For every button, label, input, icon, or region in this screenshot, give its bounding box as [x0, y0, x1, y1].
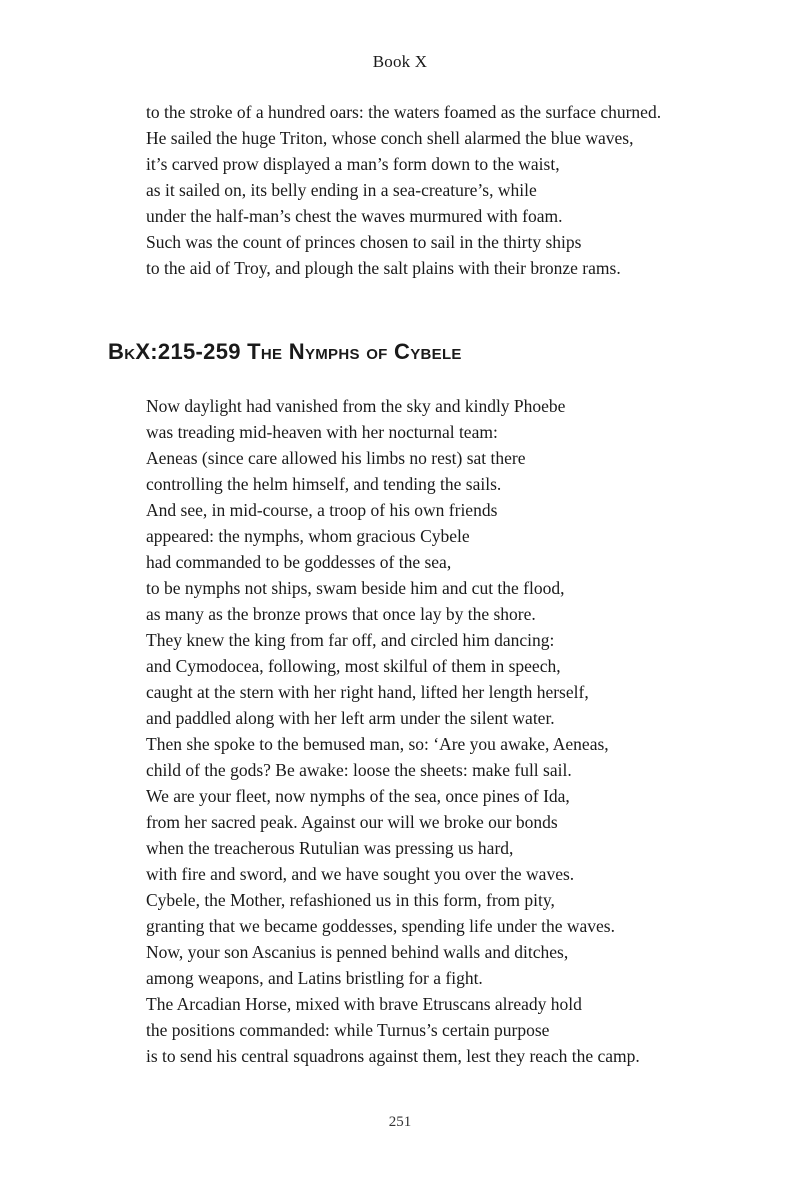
verse-line: to the aid of Troy, and plough the salt plains with their bronze rams.	[146, 258, 621, 278]
verse-line: as it sailed on, its belly ending in a sea-creature’s, while	[146, 180, 537, 200]
verse-line: the positions commanded: while Turnus’s certain purpose	[146, 1020, 550, 1040]
verse-line: And see, in mid-course, a troop of his own friends	[146, 500, 498, 520]
verse-line: among weapons, and Latins bristling for a fight.	[146, 968, 483, 988]
section-verse-block	[146, 393, 722, 1069]
verse-line: it’s carved prow displayed a man’s form down to the waist,	[146, 154, 560, 174]
verse-line: Now daylight had vanished from the sky and kindly Phoebe	[146, 396, 566, 416]
verse-line: The Arcadian Horse, mixed with brave Etruscans already hold	[146, 994, 582, 1014]
verse-line: as many as the bronze prows that once lay by the shore.	[146, 604, 536, 624]
section-heading: BkX:215-259 The Nymphs of Cybele	[108, 339, 462, 364]
verse-line: He sailed the huge Triton, whose conch shell alarmed the blue waves,	[146, 128, 634, 148]
verse-line: Such was the count of princes chosen to sail in the thirty ships	[146, 232, 582, 252]
verse-line: Cybele, the Mother, refashioned us in this form, from pity,	[146, 890, 555, 910]
verse-line: caught at the stern with her right hand, lifted her length herself,	[146, 682, 589, 702]
verse-line: when the treacherous Rutulian was pressing us hard,	[146, 838, 514, 858]
running-head: Book X	[372, 52, 428, 71]
verse-line: had commanded to be goddesses of the sea,	[146, 552, 452, 572]
verse-line: with fire and sword, and we have sought you over the waves.	[146, 864, 575, 884]
verse-line: They knew the king from far off, and circled him dancing:	[146, 630, 555, 650]
verse-line: under the half-man’s chest the waves murmured with foam.	[146, 206, 563, 226]
verse-line: to be nymphs not ships, swam beside him and cut the flood,	[146, 578, 565, 598]
verse-line: Now, your son Ascanius is penned behind walls and ditches,	[146, 942, 569, 962]
page-number: 251	[388, 1114, 412, 1130]
verse-line: We are your fleet, now nymphs of the sea, once pines of Ida,	[146, 786, 570, 806]
verse-line: is to send his central squadrons against them, lest they reach the camp.	[146, 1046, 640, 1066]
verse-line: to the stroke of a hundred oars: the waters foamed as the surface churned.	[146, 102, 662, 122]
verse-line: granting that we became goddesses, spending life under the waves.	[146, 916, 615, 936]
verse-line: from her sacred peak. Against our will we broke our bonds	[146, 812, 558, 832]
verse-line: child of the gods? Be awake: loose the sheets: make full sail.	[146, 760, 572, 780]
continuation-verse-block	[146, 99, 722, 281]
verse-line: appeared: the nymphs, whom gracious Cybele	[146, 526, 470, 546]
verse-line: Then she spoke to the bemused man, so: ‘Are you awake, Aeneas,	[146, 734, 609, 754]
verse-line: and Cymodocea, following, most skilful of them in speech,	[146, 656, 561, 676]
verse-line: was treading mid-heaven with her nocturnal team:	[146, 422, 498, 442]
verse-line: Aeneas (since care allowed his limbs no rest) sat there	[146, 448, 526, 468]
verse-line: controlling the helm himself, and tending the sails.	[146, 474, 502, 494]
verse-line: and paddled along with her left arm under the silent water.	[146, 708, 555, 728]
